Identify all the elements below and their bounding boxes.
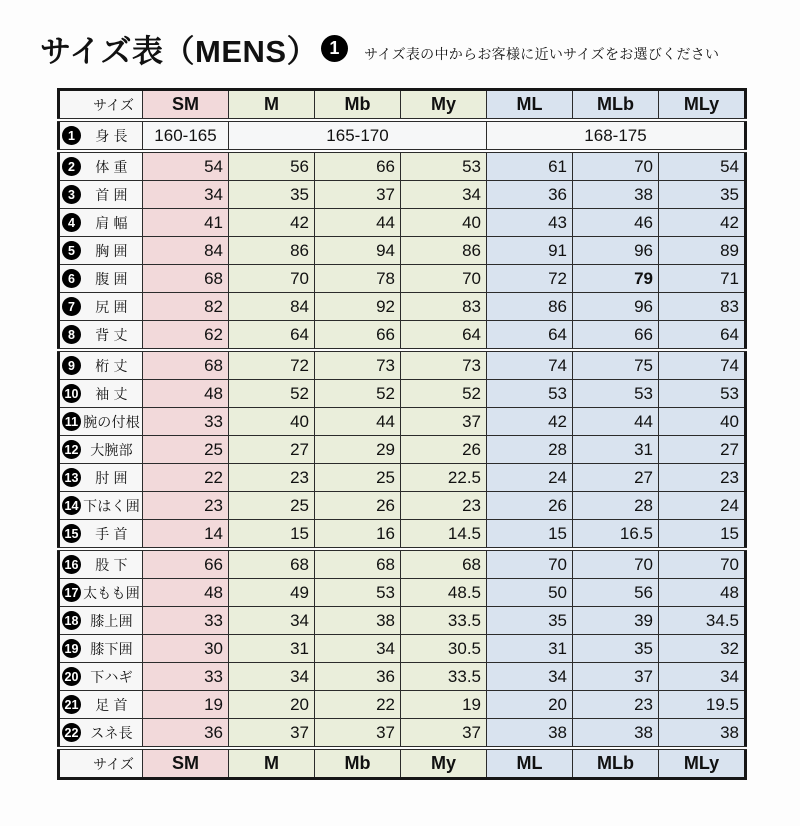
size-value-cell: 72 [487,265,573,293]
size-table [57,88,747,780]
table-row [59,265,746,293]
row-number-badge: 7 [62,297,81,316]
table-row [59,663,746,691]
size-value-cell: 83 [401,293,487,321]
size-value-cell: 50 [487,579,573,607]
row-header-inner [60,520,142,547]
size-value-cell: 56 [229,151,315,181]
row-header [59,380,143,408]
size-footer-row [59,748,746,779]
size-value-cell: 16.5 [573,520,659,550]
size-value-cell: 36 [143,719,229,749]
size-value-cell: 53 [573,380,659,408]
row-number-badge: 17 [62,583,81,602]
size-value-cell: 66 [315,321,401,351]
size-value-cell: 37 [401,719,487,749]
height-range-cell: 160-165 [143,120,229,151]
size-value-cell: 34 [487,663,573,691]
size-value-cell: 22.5 [401,464,487,492]
table-row [59,464,746,492]
row-header [59,321,143,351]
height-range-cell: 165-170 [229,120,487,151]
size-value-cell: 34 [401,181,487,209]
row-header-inner [60,408,142,435]
size-value-cell: 56 [573,579,659,607]
row-header-inner [60,663,142,690]
size-value-cell: 94 [315,237,401,265]
size-value-cell: 35 [487,607,573,635]
size-corner-label: サイズ [59,748,143,779]
row-number-badge: 8 [62,325,81,344]
size-corner-label: サイズ [59,90,143,121]
size-value-cell: 66 [143,549,229,579]
size-value-cell: 48.5 [401,579,487,607]
size-value-cell: 14.5 [401,520,487,550]
size-value-cell: 64 [487,321,573,351]
row-label: 足 首 [95,696,128,713]
size-value-cell: 74 [659,350,746,380]
size-value-cell: 24 [659,492,746,520]
size-value-cell: 70 [573,549,659,579]
size-value-cell: 28 [573,492,659,520]
table-row [59,520,746,550]
table-row [59,350,746,380]
size-value-cell: 33 [143,408,229,436]
size-value-cell: 73 [401,350,487,380]
size-value-cell: 16 [315,520,401,550]
row-header-inner [60,209,142,236]
column-header-Mb: Mb [315,748,401,779]
size-value-cell: 68 [229,549,315,579]
row-header [59,719,143,749]
row-header [59,520,143,550]
row-header [59,265,143,293]
size-value-cell: 61 [487,151,573,181]
row-label: 膝下囲 [90,640,133,657]
size-value-cell: 84 [229,293,315,321]
size-value-cell: 34 [229,607,315,635]
size-value-cell: 25 [315,464,401,492]
size-value-cell: 23 [573,691,659,719]
size-value-cell: 23 [401,492,487,520]
size-value-cell: 29 [315,436,401,464]
row-header [59,209,143,237]
row-number-badge: 6 [62,269,81,288]
size-value-cell: 44 [315,209,401,237]
row-number-badge: 16 [62,555,81,574]
size-value-cell: 20 [487,691,573,719]
size-value-cell: 70 [573,151,659,181]
size-value-cell: 96 [573,293,659,321]
size-value-cell: 86 [229,237,315,265]
size-value-cell: 19 [143,691,229,719]
size-value-cell: 37 [573,663,659,691]
size-value-cell: 36 [487,181,573,209]
size-value-cell: 92 [315,293,401,321]
row-header [59,293,143,321]
size-value-cell: 73 [315,350,401,380]
size-value-cell: 66 [573,321,659,351]
page-subtitle: サイズ表の中からお客様に近いサイズをお選びください [364,46,720,62]
table-row [59,719,746,749]
size-value-cell: 31 [229,635,315,663]
row-label: 手 首 [95,525,128,542]
row-number-badge: 19 [62,639,81,658]
size-value-cell: 86 [487,293,573,321]
size-value-cell: 42 [229,209,315,237]
size-value-cell: 37 [315,719,401,749]
row-number-badge: 13 [62,468,81,487]
size-value-cell: 71 [659,265,746,293]
size-value-cell: 40 [401,209,487,237]
size-value-cell: 34 [229,663,315,691]
row-header-inner [60,321,142,348]
size-value-cell: 39 [573,607,659,635]
size-value-cell: 54 [143,151,229,181]
size-value-cell: 46 [573,209,659,237]
row-label: 下ハギ [90,668,133,685]
row-label: 膝上囲 [90,612,133,629]
row-header-inner [60,380,142,407]
size-value-cell: 37 [401,408,487,436]
size-value-cell: 28 [487,436,573,464]
row-header [59,691,143,719]
column-header-Mb: Mb [315,90,401,121]
size-value-cell: 30 [143,635,229,663]
size-value-cell: 53 [315,579,401,607]
column-header-MLy: MLy [659,90,746,121]
table-row [59,549,746,579]
row-label: 肩 幅 [95,214,128,231]
size-value-cell: 53 [401,151,487,181]
size-value-cell: 31 [487,635,573,663]
size-value-cell: 44 [573,408,659,436]
row-header-inner [60,719,142,746]
row-header-inner [60,579,142,606]
title-number-badge: 1 [321,35,348,62]
size-value-cell: 96 [573,237,659,265]
row-header-inner [60,265,142,292]
row-header-inner [60,464,142,491]
row-number-badge: 20 [62,667,81,686]
size-value-cell: 54 [659,151,746,181]
size-value-cell: 26 [487,492,573,520]
row-number-badge: 5 [62,241,81,260]
table-row [59,321,746,351]
size-value-cell: 79 [573,265,659,293]
size-value-cell: 32 [659,635,746,663]
size-value-cell: 37 [229,719,315,749]
size-value-cell: 48 [143,579,229,607]
page-title [40,26,348,71]
size-value-cell: 74 [487,350,573,380]
row-header-inner [60,436,142,463]
row-header [59,607,143,635]
size-value-cell: 38 [487,719,573,749]
size-value-cell: 62 [143,321,229,351]
row-label: 尻 囲 [95,298,128,315]
size-value-cell: 49 [229,579,315,607]
row-header-inner [60,492,142,519]
size-value-cell: 25 [229,492,315,520]
size-value-cell: 53 [487,380,573,408]
row-label: 体 重 [95,158,128,175]
row-header [59,579,143,607]
table-row [59,408,746,436]
size-value-cell: 20 [229,691,315,719]
size-value-cell: 19 [401,691,487,719]
size-value-cell: 19.5 [659,691,746,719]
table-row [59,635,746,663]
size-value-cell: 34 [143,181,229,209]
size-value-cell: 14 [143,520,229,550]
row-label: 背 丈 [95,326,128,343]
size-value-cell: 52 [229,380,315,408]
size-value-cell: 38 [315,607,401,635]
row-number-badge: 4 [62,213,81,232]
row-header [59,436,143,464]
size-value-cell: 48 [143,380,229,408]
row-label: 太もも囲 [83,584,140,601]
size-value-cell: 75 [573,350,659,380]
column-header-M: M [229,748,315,779]
size-value-cell: 68 [315,549,401,579]
size-value-cell: 89 [659,237,746,265]
size-value-cell: 70 [487,549,573,579]
size-value-cell: 52 [315,380,401,408]
row-header [59,663,143,691]
row-header-inner [60,153,142,180]
size-value-cell: 42 [659,209,746,237]
row-label: 腕の付根 [83,413,140,430]
page-title-text: サイズ表（MENS） [40,34,319,69]
row-header [59,120,143,151]
column-header-M: M [229,90,315,121]
size-value-cell: 23 [659,464,746,492]
table-row [59,691,746,719]
row-label: 下はく囲 [83,497,140,514]
size-value-cell: 38 [573,181,659,209]
size-value-cell: 38 [659,719,746,749]
row-label: 腹 囲 [95,270,128,287]
table-row-height [59,120,746,151]
row-header [59,237,143,265]
row-label: 首 囲 [95,186,128,203]
row-header [59,549,143,579]
column-header-ML: ML [487,748,573,779]
row-header [59,492,143,520]
row-number-badge: 3 [62,185,81,204]
size-value-cell: 33 [143,607,229,635]
column-header-SM: SM [143,748,229,779]
row-number-badge: 22 [62,723,81,742]
row-label: 大腕部 [90,441,133,458]
table-row [59,209,746,237]
table-row [59,151,746,181]
row-header [59,464,143,492]
size-value-cell: 15 [659,520,746,550]
size-value-cell: 40 [229,408,315,436]
row-header-inner [60,635,142,662]
size-value-cell: 27 [659,436,746,464]
size-value-cell: 78 [315,265,401,293]
size-value-cell: 23 [143,492,229,520]
size-value-cell: 38 [573,719,659,749]
size-value-cell: 64 [229,321,315,351]
row-label: 股 下 [95,556,128,573]
size-value-cell: 43 [487,209,573,237]
size-value-cell: 15 [487,520,573,550]
row-number-badge: 12 [62,440,81,459]
row-header [59,350,143,380]
row-header-inner [60,607,142,634]
column-header-MLb: MLb [573,748,659,779]
row-number-badge: 2 [62,157,81,176]
size-value-cell: 37 [315,181,401,209]
row-number-badge: 14 [62,496,81,515]
table-row [59,579,746,607]
size-value-cell: 70 [401,265,487,293]
row-label: 桁 丈 [95,357,128,374]
row-number-badge: 11 [62,412,81,431]
size-value-cell: 36 [315,663,401,691]
column-header-SM: SM [143,90,229,121]
size-value-cell: 72 [229,350,315,380]
size-value-cell: 70 [659,549,746,579]
table-row [59,436,746,464]
size-value-cell: 25 [143,436,229,464]
row-number-badge: 15 [62,524,81,543]
column-header-My: My [401,748,487,779]
page-header [40,26,800,71]
row-label: 肘 囲 [95,469,128,486]
size-value-cell: 35 [659,181,746,209]
size-value-cell: 26 [315,492,401,520]
row-header [59,151,143,181]
row-label: 袖 丈 [95,385,128,402]
table-row [59,380,746,408]
row-label: スネ長 [90,724,133,741]
row-header [59,635,143,663]
size-value-cell: 68 [143,265,229,293]
row-number-badge: 18 [62,611,81,630]
table-row [59,607,746,635]
row-header-inner [60,691,142,718]
size-value-cell: 22 [315,691,401,719]
size-value-cell: 70 [229,265,315,293]
size-value-cell: 83 [659,293,746,321]
column-header-ML: ML [487,90,573,121]
row-header-inner [60,352,142,379]
row-header-inner [60,237,142,264]
table-row [59,293,746,321]
row-number-badge: 21 [62,695,81,714]
size-value-cell: 33 [143,663,229,691]
size-value-cell: 35 [573,635,659,663]
size-value-cell: 84 [143,237,229,265]
size-value-cell: 42 [487,408,573,436]
size-value-cell: 64 [659,321,746,351]
row-label: 胸 囲 [95,242,128,259]
size-value-cell: 22 [143,464,229,492]
size-value-cell: 31 [573,436,659,464]
size-value-cell: 15 [229,520,315,550]
row-header-inner [60,551,142,578]
size-value-cell: 66 [315,151,401,181]
row-label: 身 長 [95,127,128,144]
size-header-row [59,90,746,121]
row-header [59,181,143,209]
size-value-cell: 24 [487,464,573,492]
table-row [59,237,746,265]
row-header [59,408,143,436]
size-value-cell: 27 [229,436,315,464]
size-value-cell: 33.5 [401,663,487,691]
row-number-badge: 9 [62,356,81,375]
table-row [59,492,746,520]
size-value-cell: 44 [315,408,401,436]
row-header-inner [60,122,142,149]
size-value-cell: 34 [315,635,401,663]
size-value-cell: 23 [229,464,315,492]
row-number-badge: 10 [62,384,81,403]
height-range-cell: 168-175 [487,120,746,151]
size-value-cell: 30.5 [401,635,487,663]
row-header-inner [60,181,142,208]
size-value-cell: 52 [401,380,487,408]
size-value-cell: 91 [487,237,573,265]
row-number-badge: 1 [62,126,81,145]
size-value-cell: 26 [401,436,487,464]
size-value-cell: 64 [401,321,487,351]
size-value-cell: 27 [573,464,659,492]
column-header-MLy: MLy [659,748,746,779]
column-header-My: My [401,90,487,121]
size-value-cell: 33.5 [401,607,487,635]
column-header-MLb: MLb [573,90,659,121]
size-value-cell: 86 [401,237,487,265]
size-value-cell: 82 [143,293,229,321]
size-value-cell: 68 [401,549,487,579]
size-value-cell: 48 [659,579,746,607]
size-value-cell: 34 [659,663,746,691]
table-row [59,181,746,209]
size-value-cell: 41 [143,209,229,237]
size-value-cell: 68 [143,350,229,380]
row-header-inner [60,293,142,320]
size-value-cell: 53 [659,380,746,408]
size-value-cell: 35 [229,181,315,209]
size-value-cell: 40 [659,408,746,436]
size-value-cell: 34.5 [659,607,746,635]
